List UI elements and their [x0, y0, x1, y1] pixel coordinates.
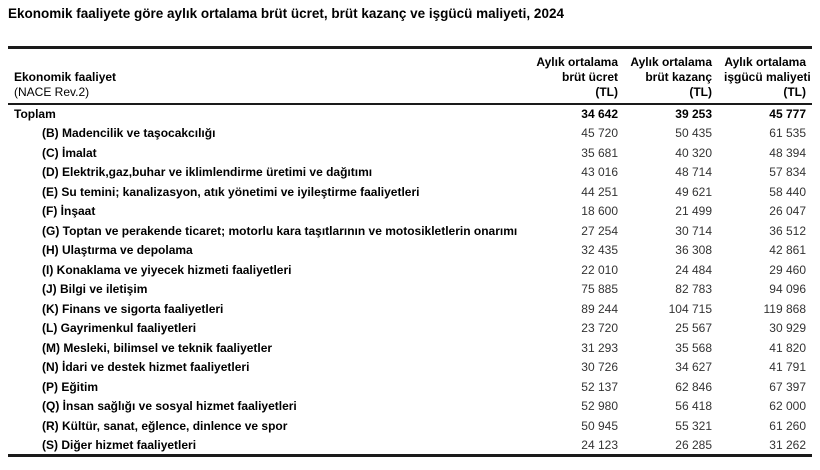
table-row: [8, 104, 812, 124]
row-label: (K) Finans ve sigorta faaliyetleri: [42, 301, 224, 316]
row-label: (F) İnşaat: [42, 204, 96, 219]
row-value: 40 320: [675, 145, 712, 160]
row-label: (N) İdari ve destek hizmet faaliyetleri: [42, 360, 250, 375]
header-line: Aylık ortalama: [724, 55, 806, 69]
table-header: [8, 48, 812, 105]
row-value: 61 535: [769, 126, 806, 141]
column-header-labour-cost: [718, 48, 812, 105]
page-title: Ekonomik faaliyete göre aylık ortalama brüt ücret, brüt kazanç ve işgücü maliyeti, 2024: [8, 6, 564, 21]
row-label: (M) Mesleki, bilimsel ve teknik faaliyetler: [42, 340, 273, 355]
header-line: (TL): [689, 85, 712, 99]
row-label: Toplam: [14, 107, 56, 122]
table-row: [8, 202, 812, 222]
table-row: [8, 397, 812, 417]
row-value: 67 397: [769, 379, 806, 394]
header-line: brüt kazanç: [645, 70, 712, 84]
row-label: (Q) İnsan sağlığı ve sosyal hizmet faaliyetleri: [42, 399, 297, 414]
table-row: [8, 260, 812, 280]
row-label: (S) Diğer hizmet faaliyetleri: [42, 437, 197, 452]
row-value: 119 868: [763, 301, 806, 316]
row-label: (D) Elektrik,gaz,buhar ve iklimlendirme üretimi ve dağıtımı: [42, 165, 373, 180]
row-value: 36 512: [769, 223, 806, 238]
row-value: 42 861: [769, 243, 806, 258]
row-value: 56 418: [675, 399, 712, 414]
row-value: 45 720: [581, 126, 618, 141]
row-value: 27 254: [581, 223, 618, 238]
column-header-gross-wage: [524, 48, 624, 105]
table-row: [8, 241, 812, 261]
row-label: (C) İmalat: [42, 145, 97, 160]
row-value: 35 681: [581, 145, 618, 160]
table-row: [8, 299, 812, 319]
row-value: 48 714: [675, 165, 712, 180]
row-value: 35 568: [675, 340, 712, 355]
header-line: Aylık ortalama: [630, 55, 712, 69]
table-row: [8, 377, 812, 397]
row-value: 55 321: [675, 418, 712, 433]
row-label: (I) Konaklama ve yiyecek hizmeti faaliyetleri: [42, 262, 292, 277]
row-value: 52 137: [581, 379, 618, 394]
header-line: (TL): [595, 85, 618, 99]
header-line-activity: Ekonomik faaliyet: [14, 70, 117, 84]
table-row: [8, 358, 812, 378]
table-row: [8, 319, 812, 339]
row-value: 104 715: [668, 301, 712, 316]
row-value: 82 783: [675, 282, 712, 297]
row-value: 32 435: [581, 243, 618, 258]
row-value: 44 251: [581, 184, 618, 199]
row-value: 26 047: [769, 204, 806, 219]
row-value: 43 016: [581, 165, 618, 180]
row-value: 36 308: [675, 243, 712, 258]
row-value: 58 440: [769, 184, 806, 199]
row-value: 31 262: [769, 437, 806, 452]
header-line-nace: (NACE Rev.2): [14, 85, 90, 99]
row-value: 50 945: [581, 418, 618, 433]
row-value: 30 726: [581, 360, 618, 375]
table-row: [8, 143, 812, 163]
row-label: (L) Gayrimenkul faaliyetleri: [42, 321, 197, 336]
row-value: 57 834: [769, 165, 806, 180]
data-table: [8, 46, 812, 457]
row-value: 18 600: [581, 204, 618, 219]
row-value: 31 293: [581, 340, 618, 355]
row-value: 62 846: [675, 379, 712, 394]
row-value: 30 929: [769, 321, 806, 336]
table-row: [8, 436, 812, 456]
row-label: (G) Toptan ve perakende ticaret; motorlu kara taşıtlarının ve motosikletlerin onarımı: [42, 223, 518, 238]
table-row: [8, 163, 812, 183]
row-value: 61 260: [769, 418, 806, 433]
row-value: 30 714: [675, 223, 712, 238]
row-value: 48 394: [769, 145, 806, 160]
table-row: [8, 221, 812, 241]
statistics-table: [8, 46, 812, 457]
row-value: 24 123: [581, 437, 618, 452]
row-value: 89 244: [581, 301, 618, 316]
table-row: [8, 338, 812, 358]
table-row: [8, 280, 812, 300]
row-value: 62 000: [769, 399, 806, 414]
row-label: (J) Bilgi ve iletişim: [42, 282, 148, 297]
row-value: 41 820: [769, 340, 806, 355]
row-label: (H) Ulaştırma ve depolama: [42, 243, 193, 258]
table-row: [8, 124, 812, 144]
table-row: [8, 416, 812, 436]
table-body: [8, 104, 812, 455]
row-value: 24 484: [675, 262, 712, 277]
row-value: 23 720: [581, 321, 618, 336]
header-line: işgücü maliyeti: [724, 70, 811, 84]
row-value: 22 010: [581, 262, 618, 277]
row-value: 75 885: [581, 282, 618, 297]
column-header-gross-earnings: [624, 48, 718, 105]
row-label: (P) Eğitim: [42, 379, 98, 394]
row-value: 34 642: [581, 107, 618, 122]
row-label: (R) Kültür, sanat, eğlence, dinlence ve spor: [42, 418, 288, 433]
row-value: 34 627: [675, 360, 712, 375]
row-value: 29 460: [769, 262, 806, 277]
column-header-economic-activity: [8, 48, 524, 105]
row-value: 52 980: [581, 399, 618, 414]
row-value: 21 499: [675, 204, 712, 219]
header-line: brüt ücret: [561, 70, 618, 84]
table-row: [8, 182, 812, 202]
row-value: 39 253: [675, 107, 712, 122]
row-value: 45 777: [769, 107, 806, 122]
row-label: (B) Madencilik ve taşocakcılığı: [42, 126, 216, 141]
header-line: (TL): [783, 85, 806, 99]
row-value: 26 285: [675, 437, 712, 452]
header-line: Aylık ortalama: [536, 55, 618, 69]
row-value: 41 791: [769, 360, 806, 375]
row-value: 25 567: [675, 321, 712, 336]
row-value: 94 096: [769, 282, 806, 297]
row-value: 49 621: [675, 184, 712, 199]
row-value: 50 435: [675, 126, 712, 141]
row-label: (E) Su temini; kanalizasyon, atık yönetimi ve iyileştirme faaliyetleri: [42, 184, 420, 199]
